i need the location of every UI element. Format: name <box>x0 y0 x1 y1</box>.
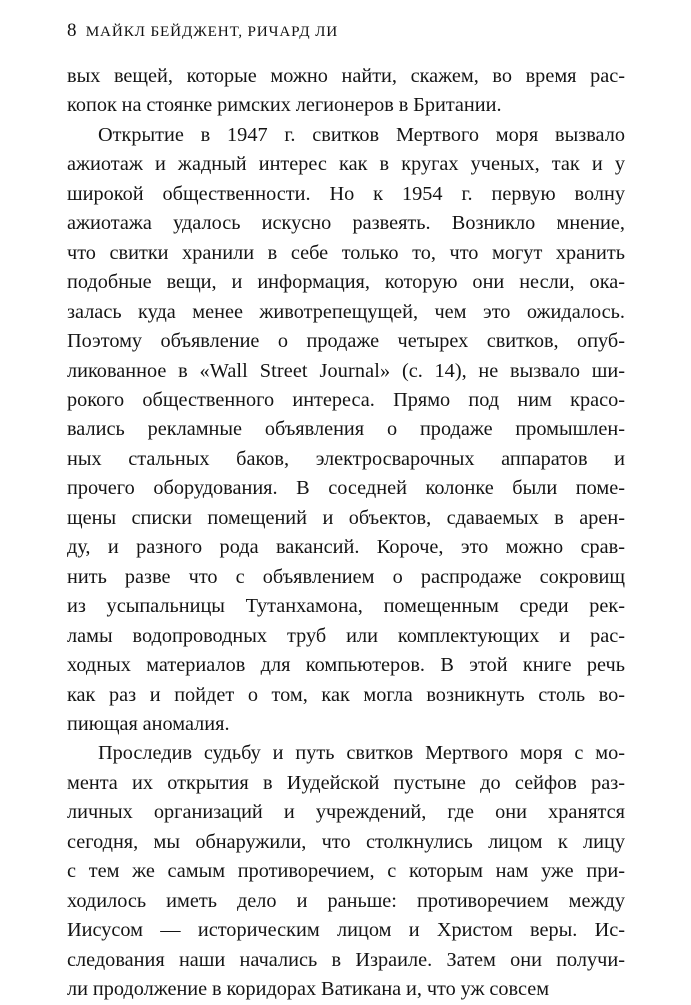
text-line: ходилось иметь дело и раньше: противоречием между <box>67 889 625 912</box>
page-number: 8 <box>67 20 77 41</box>
text-line: как раз и пойдет о том, как могла возникнуть столь во- <box>67 683 625 706</box>
text-line: ажиотажа удалось искусно развеять. Возникло мнение, <box>67 212 625 235</box>
text-line: копок на стоянке римских легионеров в Британии. <box>67 94 502 117</box>
text-line: ажиотаж и жадный интерес как в кругах ученых, так и у <box>67 153 625 176</box>
running-head-authors: МАЙКЛ БЕЙДЖЕНТ, РИЧАРД ЛИ <box>85 23 339 40</box>
latin-title: «Wall Street Journal» <box>199 359 391 382</box>
text-line: ходных материалов для компьютеров. В этой книге речь <box>67 654 625 677</box>
text-line: сегодня, мы обнаружили, что столкнулись лицом к лицу <box>67 830 625 853</box>
text-line: пиющая аномалия. <box>67 712 230 735</box>
text-line: с тем же самым противоречием, с которым нам уже при- <box>67 860 625 883</box>
text-line: Поэтому объявление о продаже четырех свитков, опуб- <box>67 330 625 353</box>
text-line: рокого общественного интереса. Прямо под ним красо- <box>67 388 625 411</box>
text-line: щены списки помещений и объектов, сдаваемых в арен- <box>67 506 625 529</box>
text-line: что свитки хранили в себе только то, что могут хранить <box>67 241 625 264</box>
text-line: из усыпальницы Тутанхамона, помещенным среди рек- <box>67 595 625 618</box>
text-line: вались рекламные объявления о продаже промышлен- <box>67 418 625 441</box>
text-line: личных организаций и учреждений, где они хранятся <box>67 801 625 824</box>
text-line: Проследив судьбу и путь свитков Мертвого моря с мо- <box>98 742 625 765</box>
text-line: ных стальных баков, электросварочных аппаратов и <box>67 447 625 470</box>
text-line: Иисусом — историческим лицом и Христом веры. Ис- <box>67 919 625 942</box>
text-line: залась куда менее животрепещущей, чем это ожидалось. <box>67 300 625 323</box>
text-line: мента их открытия в Иудейской пустыне до сейфов раз- <box>67 771 625 794</box>
paragraph-discovery <box>67 121 625 740</box>
paragraph-investigation <box>67 739 625 1004</box>
text-line: ламы водопроводных труб или комплектующих и рас- <box>67 624 625 647</box>
text-line: подобные вещи, и информация, которую они несли, ока- <box>67 271 625 294</box>
text-line: нить разве что с объявлением о распродаже сокровищ <box>67 565 625 588</box>
text-line: следования наши начались в Израиле. Затем они получи- <box>67 948 625 971</box>
text-line: вых вещей, которые можно найти, скажем, во время рас- <box>67 65 625 87</box>
text-line: ли продолжение в коридорах Ватикана и, что уж совсем <box>67 978 550 1001</box>
text-line: ду, и разного рода вакансий. Короче, это можно срав- <box>67 536 625 559</box>
text-line: прочего оборудования. В соседней колонке были поме- <box>67 477 625 500</box>
text-line: Открытие в 1947 г. свитков Мертвого моря вызвало <box>98 123 625 146</box>
paragraph-continued <box>67 62 625 121</box>
text-line: широкой общественности. Но к 1954 г. первую волну <box>67 182 625 205</box>
body-text <box>67 62 625 1005</box>
running-head <box>67 21 625 43</box>
text-line: ликованное в «Wall Street Journal» (с. 14), не вызвало ши- <box>67 359 625 382</box>
